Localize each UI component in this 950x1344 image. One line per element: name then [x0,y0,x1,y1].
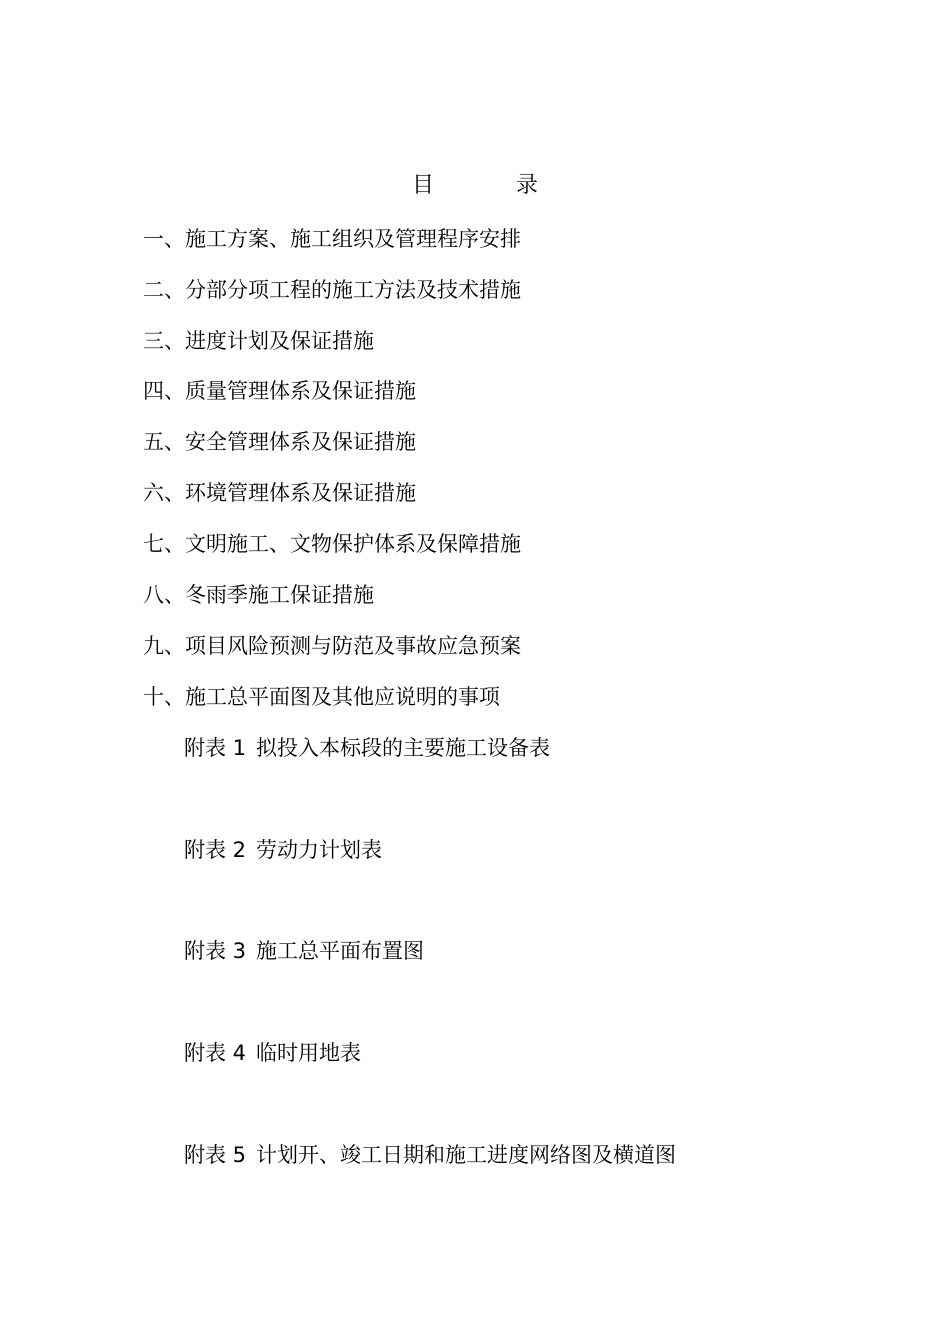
toc-item-9: 九、项目风险预测与防范及事故应急预案 [143,634,521,658]
appendix-text: 计划开、竣工日期和施工进度网络图及横道图 [256,1143,677,1167]
appendix-text: 劳动力计划表 [256,838,383,862]
appendix-label: 附表 3 [184,939,247,963]
appendix-item-4 [184,1038,361,1068]
appendix-label: 附表 1 [184,736,247,760]
appendix-text: 临时用地表 [256,1041,362,1065]
appendix-text: 拟投入本标段的主要施工设备表 [256,736,551,760]
appendix-item-5 [184,1140,676,1170]
appendix-label: 附表 5 [184,1143,247,1167]
toc-item-6: 六、环境管理体系及保证措施 [143,481,416,505]
toc-item-1: 一、施工方案、施工组织及管理程序安排 [143,227,521,251]
toc-item-8: 八、冬雨季施工保证措施 [143,583,374,607]
toc-title: 目 录 [411,173,568,198]
toc-item-5: 五、安全管理体系及保证措施 [143,430,416,454]
appendix-item-2 [184,835,382,865]
appendix-item-3 [184,936,424,966]
toc-item-2: 二、分部分项工程的施工方法及技术措施 [143,278,521,302]
toc-item-10: 十、施工总平面图及其他应说明的事项 [143,685,500,709]
appendix-label: 附表 2 [184,838,247,862]
toc-item-4: 四、质量管理体系及保证措施 [143,379,416,403]
appendix-label: 附表 4 [184,1041,247,1065]
appendix-text: 施工总平面布置图 [256,939,425,963]
toc-item-3: 三、进度计划及保证措施 [143,329,374,353]
appendix-item-1 [184,733,550,763]
toc-item-7: 七、文明施工、文物保护体系及保障措施 [143,532,521,556]
